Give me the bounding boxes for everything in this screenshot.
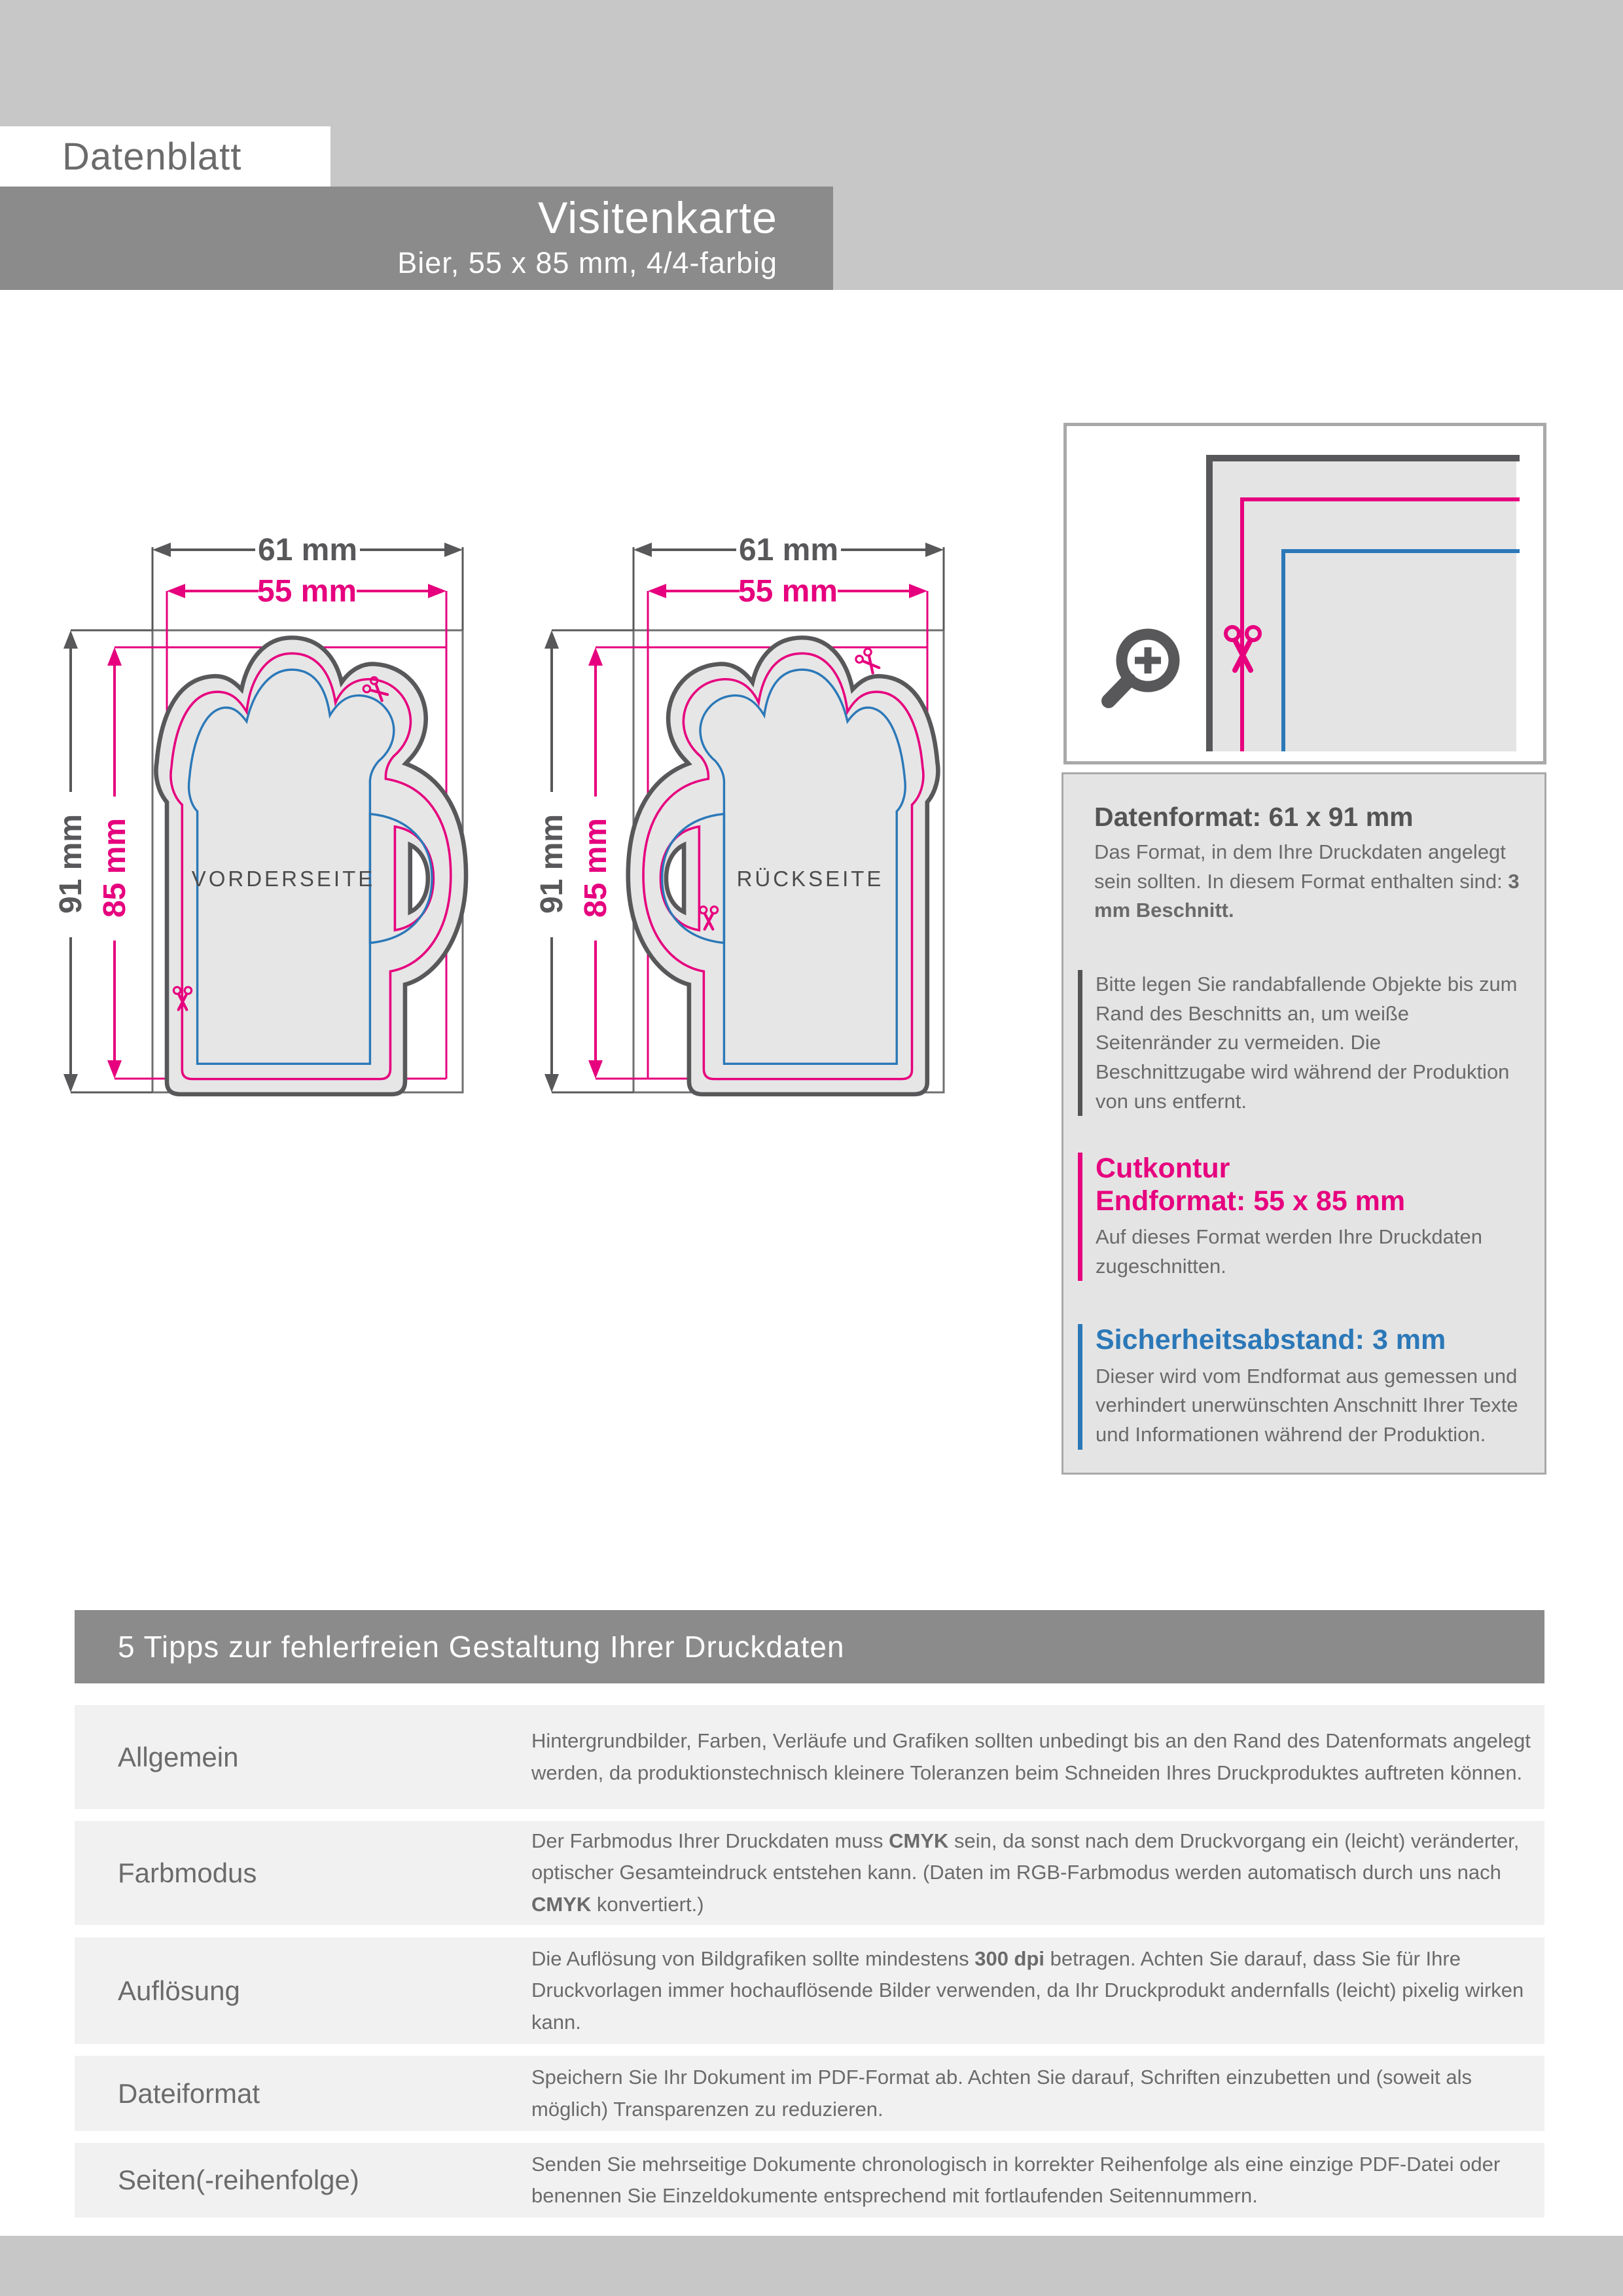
dim-width-inner: [648, 574, 927, 609]
product-header-band: [0, 187, 833, 290]
magnifier-plus-icon: [1109, 634, 1174, 701]
svg-text:61 mm: 61 mm: [257, 533, 358, 567]
svg-text:91 mm: 91 mm: [54, 814, 88, 914]
tip-text: Der Farbmodus Ihrer Druckdaten muss CMYK sein, da sonst nach dem Druckvorgang ein (leicht) veränderter, optischer Gesamteindruck entstehen kann. (Daten im RGB-Farbmodus werden automatisch durch uns nach CMYK konvertiert.): [531, 1829, 1520, 1916]
spec-panel: [1061, 772, 1546, 1475]
tips-header-text: 5 Tipps zur fehlerfreien Gestaltung Ihrer Druckdaten: [118, 1630, 845, 1664]
tip-row-aufloesung: [75, 1937, 1544, 2044]
back-side-label: RÜCKSEITE: [736, 867, 884, 891]
tip-text: Die Auflösung von Bildgrafiken sollte mindestens 300 dpi betragen. Achten Sie darauf, dass Sie für Ihre Druckvorlagen immer hochauflösende Bilder verwenden, da Ihr Druckprodukt andernfalls (leicht) pixelig wirken kann.: [531, 1947, 1524, 2034]
scissors-icon: [855, 647, 883, 676]
dataformat-block: [1094, 802, 1522, 925]
tip-row-seitenreihenfolge: [75, 2143, 1544, 2217]
tip-text: Senden Sie mehrseitige Dokumente chronologisch in korrekter Reihenfolge als eine einzige PDF-Datei oder benennen Sie Einzeldokumente entsprechend mit fortlaufenden Seitennummern.: [531, 2152, 1501, 2207]
tip-row-farbmodus: [75, 1821, 1544, 1925]
svg-text:55 mm: 55 mm: [738, 574, 838, 609]
footer-bar: [0, 2236, 1623, 2296]
tip-row-dateiformat: [75, 2056, 1544, 2131]
dim-height-outer: [535, 630, 569, 1092]
safety-body: Dieser wird vom Endformat aus gemessen und verhindert unerwünschten Anschnitt Ihrer Texte und Informationen während der Produktion.: [1096, 1364, 1518, 1446]
bleed-note-text: Bitte legen Sie randabfallende Objekte bis zum Rand des Beschnitts an, um weiße Seitenränder zu vermeiden. Die Beschnittzugabe wird während der Produktion von uns entfernt.: [1096, 973, 1518, 1113]
back-diagram: [520, 511, 985, 1126]
endformat-title: Endformat: 55 x 85 mm: [1096, 1185, 1406, 1217]
product-subtitle: Bier, 55 x 85 mm, 4/4-farbig: [397, 246, 777, 279]
product-title: Visitenkarte: [537, 193, 777, 243]
sheet-title-box: [0, 126, 330, 187]
dim-height-outer: [54, 630, 88, 1092]
front-diagram: [39, 511, 504, 1126]
cutcontour-block: [1078, 1153, 1522, 1281]
dim-height-inner: [579, 647, 613, 1079]
tip-label: Auflösung: [118, 1975, 240, 2006]
safety-block: [1078, 1324, 1522, 1449]
svg-text:85 mm: 85 mm: [579, 817, 613, 918]
tip-label: Seiten(-reihenfolge): [118, 2164, 359, 2195]
dim-width-inner: [167, 574, 446, 609]
front-side-label: VORDERSEITE: [191, 867, 376, 891]
tip-label: Dateiformat: [118, 2077, 260, 2109]
cutcontour-body: Auf dieses Format werden Ihre Druckdaten zugeschnitten.: [1096, 1225, 1482, 1278]
svg-text:91 mm: 91 mm: [535, 814, 569, 914]
dataformat-title: Datenformat: 61 x 91 mm: [1094, 802, 1414, 832]
zoom-detail-graphic: [1067, 426, 1543, 761]
cutcontour-title: Cutkontur: [1096, 1153, 1230, 1185]
dim-height-inner: [98, 647, 132, 1079]
bleed-area: [1209, 458, 1516, 751]
svg-text:55 mm: 55 mm: [257, 574, 357, 609]
dim-width-outer: [152, 533, 463, 567]
sheet-title: Datenblatt: [62, 135, 242, 178]
dataformat-body: Das Format, in dem Ihre Druckdaten angelegt sein sollten. In diesem Format enthalten sind: 3 mm Beschnitt.: [1094, 840, 1520, 922]
safety-title: Sicherheitsabstand: 3 mm: [1096, 1324, 1446, 1356]
tip-label: Farbmodus: [118, 1857, 257, 1888]
tip-text: Speichern Sie Ihr Dokument im PDF-Format ab. Achten Sie darauf, Schriften einzubetten und (soweit als möglich) Transparenzen zu reduzieren.: [531, 2066, 1472, 2121]
bleed-note-block: [1078, 970, 1522, 1116]
tips-header: [75, 1610, 1544, 1683]
tip-label: Allgemein: [118, 1741, 239, 1772]
zoom-detail-box: [1063, 423, 1546, 764]
tip-text: Hintergrundbilder, Farben, Verläufe und Grafiken sollten unbedingt bis an den Rand des Datenformats angelegt werden, da produktionstechnisch kleinere Toleranzen beim Schneiden Ihres Druckproduktes auftreten können.: [531, 1729, 1531, 1784]
dim-width-outer: [633, 533, 944, 567]
svg-text:85 mm: 85 mm: [98, 817, 132, 918]
svg-text:61 mm: 61 mm: [738, 533, 839, 567]
tip-row-allgemein: [75, 1705, 1544, 1809]
